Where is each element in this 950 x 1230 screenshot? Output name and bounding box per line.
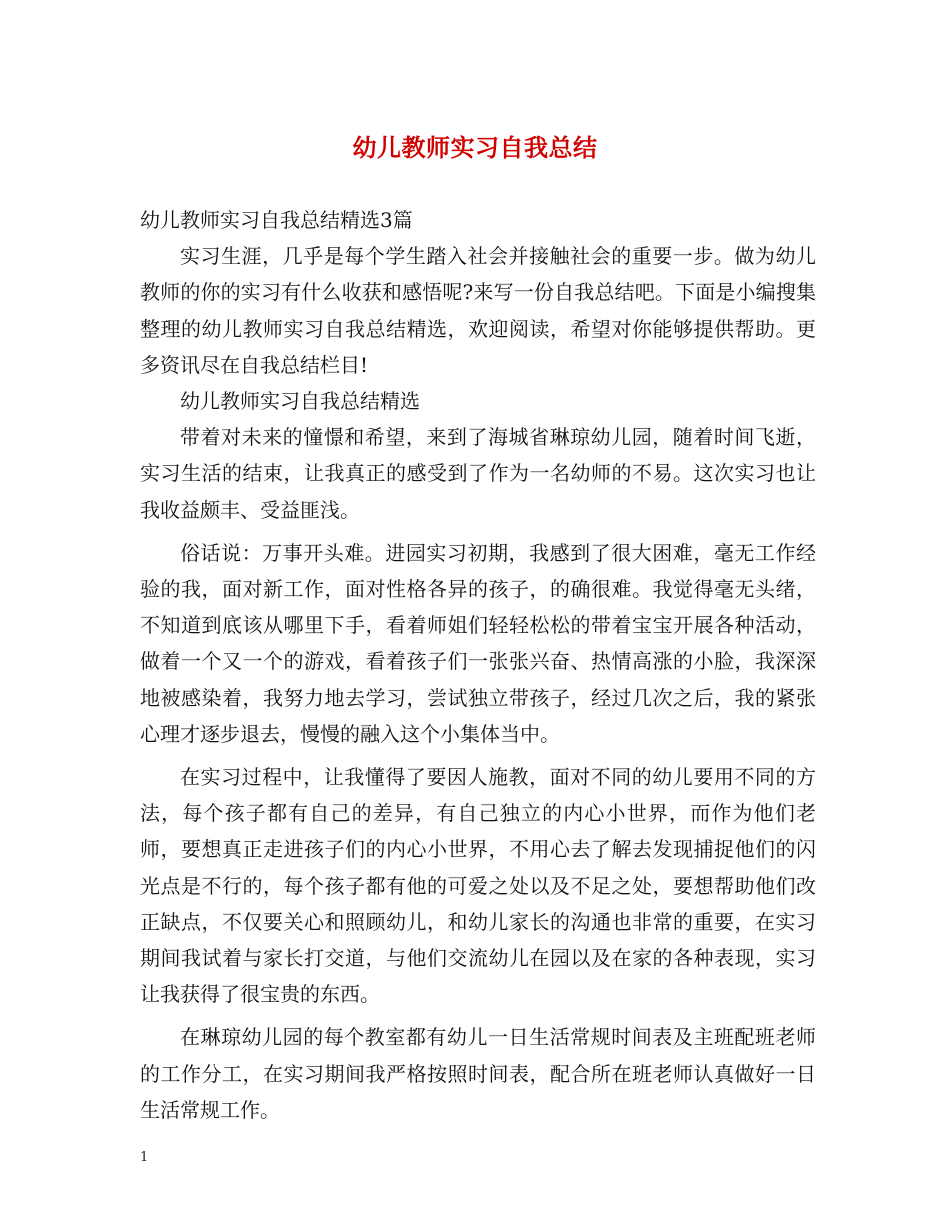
document-title: 幼儿教师实习自我总结 — [352, 133, 598, 162]
body-paragraph: 带着对未来的憧憬和希望，来到了海城省琳琼幼儿园，随着时间飞逝，实习生活的结束，让我真正的感受到了作为一名幼师的不易。这次实习也让我收益颇丰、受益匪浅。 — [140, 425, 816, 522]
page-number: 1 — [140, 1150, 149, 1165]
intro-paragraph: 实习生涯，几乎是每个学生踏入社会并接触社会的重要一步。做为幼儿教师的你的实习有什么收获和感悟呢?来写一份自我总结吧。下面是小编搜集整理的幼儿教师实习自我总结精选，欢迎阅读，希望对你能够提供帮助。更多资讯尽在自我总结栏目! — [140, 244, 816, 377]
subtitle-paragraph: 幼儿教师实习自我总结精选3篇 — [140, 208, 413, 232]
document-body — [140, 202, 816, 1128]
body-paragraph: 俗话说：万事开头难。进园实习初期，我感到了很大困难，毫无工作经验的我，面对新工作，面对性格各异的孩子，的确很难。我觉得毫无头绪，不知道到底该从哪里下手，看着师姐们轻轻松松的带着宝宝开展各种活动，做着一个又一个的游戏，看着孩子们一张张兴奋、热情高涨的小脸，我深深地被感染着，我努力地去学习，尝试独立带孩子，经过几次之后，我的紧张心理才逐步退去，慢慢的融入这个小集体当中。 — [140, 540, 816, 746]
body-paragraph: 在琳琼幼儿园的每个教室都有幼儿一日生活常规时间表及主班配班老师的工作分工，在实习期间我严格按照时间表，配合所在班老师认真做好一日生活常规工作。 — [140, 1025, 816, 1122]
section-heading: 幼儿教师实习自我总结精选 — [180, 389, 420, 414]
body-paragraph: 在实习过程中，让我懂得了要因人施教，面对不同的幼儿要用不同的方法，每个孩子都有自己的差异，有自己独立的内心小世界，而作为他们老师，要想真正走进孩子们的内心小世界，不用心去了解去发现捕捉他们的闪光点是不行的，每个孩子都有他的可爱之处以及不足之处，要想帮助他们改正缺点，不仅要关心和照顾幼儿，和幼儿家长的沟通也非常的重要，在实习期间我试着与家长打交道，与他们交流幼儿在园以及在家的各种表现，实习让我获得了很宝贵的东西。 — [140, 765, 816, 1007]
